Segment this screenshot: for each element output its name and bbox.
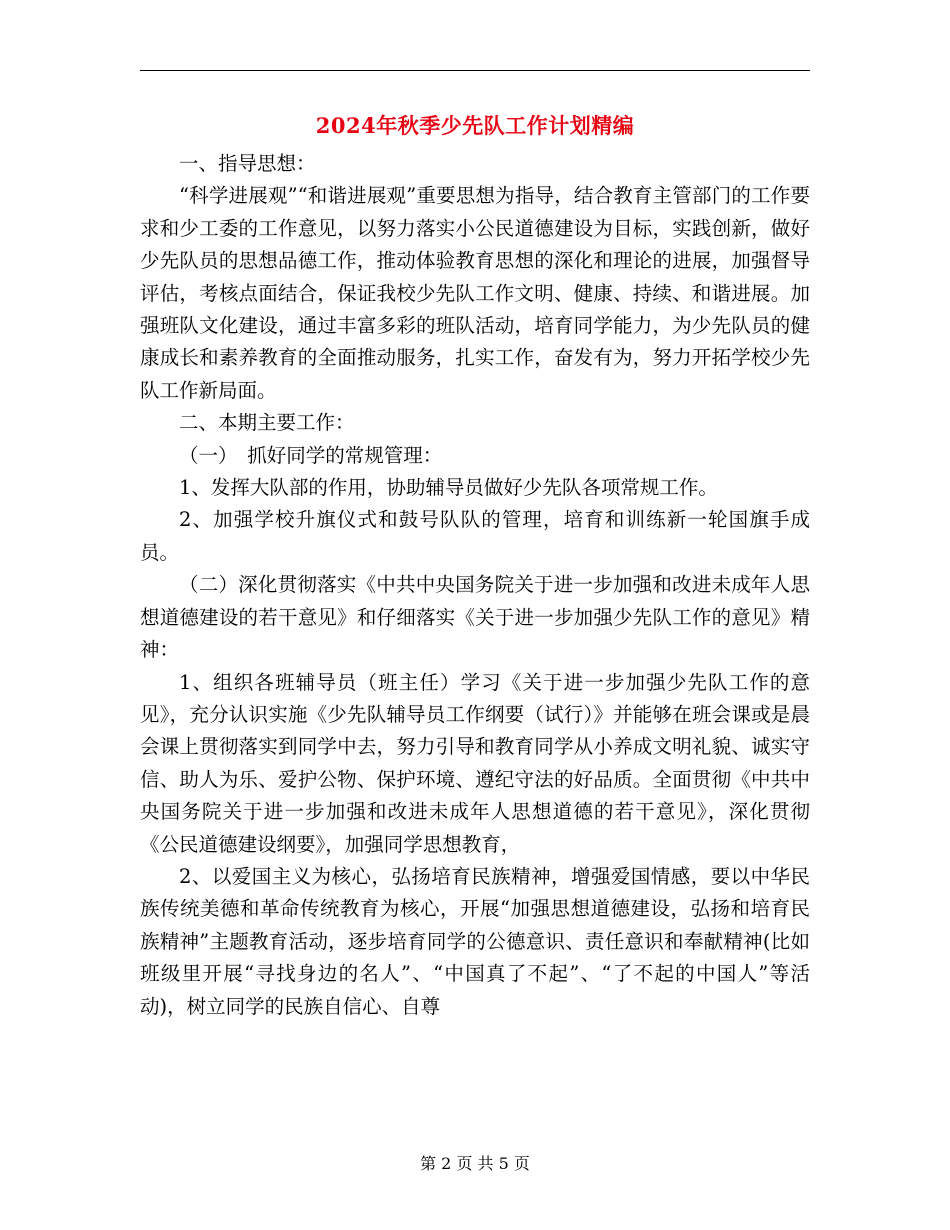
list-item-counselor-study: 1、组织各班辅导员（班主任）学习《关于进一步加强少先队工作的意见》，充分认识实施《少先队辅导员工作纲要（试行）》并能够在班会课或是晨会课上贯彻落实到同学中去，努力引导和教育同学从小养成文明礼貌、诚实守信、助人为乐、爱护公物、保护环境、遵纪守法的好品质。全面贯彻《中共中央国务院关于进一步加强和改进未成年人思想道德的若干意见》，深化贯彻《公民道德建设纲要》，加强同学思想教育，	[140, 670, 810, 856]
document-title: 2024年秋季少先队工作计划精编	[315, 113, 635, 138]
page-footer: 第 2 页 共 5 页	[420, 1154, 530, 1173]
section-heading-main-work: 二、本期主要工作：	[179, 411, 355, 435]
paragraph-guiding-ideology: “科学进展观”“和谐进展观”重要思想为指导，结合教育主管部门的工作要求和少工委的工作意见，以努力落实小公民道德建设为目标，实践创新，做好少先队员的思想品德工作，推动体验教育思想的深化和理论的进展，加强督导评估，考核点面结合，保证我校少先队工作文明、健康、持续、和谐进展。加强班队文化建设，通过丰富多彩的班队活动，培育同学能力，为少先队员的健康成长和素养教育的全面推动服务，扎实工作，奋发有为，努力开拓学校少先队工作新局面。	[140, 184, 810, 402]
subsection-heading-routine-management: （一） 抓好同学的常规管理：	[179, 443, 443, 467]
document-body	[140, 148, 810, 1023]
list-item-patriotism: 2、以爱国主义为核心，弘扬培育民族精神，增强爱国情感，要以中华民族传统美德和革命传统教育为核心，开展“加强思想道德建设，弘扬和培育民族精神”主题教育活动，逐步培育同学的公德意识、责任意识和奉献精神(比如班级里开展“寻找身边的名人”、“中国真了不起”、“了不起的中国人”等活动)，树立同学的民族自信心、自尊	[140, 864, 810, 1018]
list-item-flag-ceremony: 2、加强学校升旗仪式和鼓号队队的管理，培育和训练新一轮国旗手成员。	[140, 508, 810, 564]
list-item-brigade-role: 1、发挥大队部的作用，协助辅导员做好少先队各项常规工作。	[179, 476, 718, 500]
header-rule	[140, 70, 810, 71]
subsection-heading-implementation: （二）深化贯彻落实《中共中央国务院关于进一步加强和改进未成年人思想道德建设的若干意见》和仔细落实《关于进一步加强少先队工作的意见》精神：	[140, 573, 810, 662]
section-heading-guiding-ideology: 一、指导思想：	[179, 152, 316, 175]
